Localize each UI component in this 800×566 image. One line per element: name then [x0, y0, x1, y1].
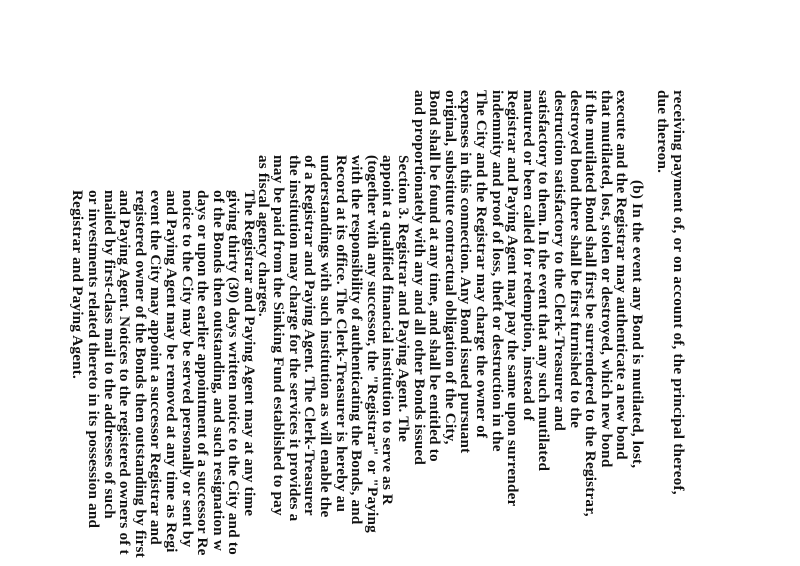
text-line: original, substitute contractual obligation of the City, — [441, 90, 459, 445]
text-line: event the City may appoint a successor Registrar and — [147, 190, 165, 545]
text-line: Bond shall be found at any time, and shall be entitled to — [426, 90, 444, 462]
text-line: of a Registrar and Paying Agent. The Clerk-Treasurer — [301, 155, 319, 516]
text-line: due thereon. — [654, 90, 672, 174]
text-line: The Registrar and Paying Agent may at any time — [241, 190, 258, 517]
text-line: of the Bonds then outstanding, and such resignation w — [209, 190, 227, 551]
text-line: matured or been called for redemption, instead of — [519, 90, 537, 421]
text-line: and Paying Agent. Notices to the registered owners of t — [116, 190, 134, 555]
text-line: satisfactory to them. In the event that any such mutilated — [535, 90, 553, 472]
text-line: with the responsibility of authenticating the Bonds, and — [348, 155, 366, 525]
text-line: destruction satisfactory to the Clerk-Treasurer and — [551, 90, 568, 432]
text-line: mailed by first-class mail to the addresses of such — [100, 190, 118, 519]
text-line: the institution may charge for the services it provides a — [285, 155, 303, 522]
text-line: The City and the Registrar may charge the owner of — [473, 90, 490, 439]
text-line: or investments related thereto in its possession and — [85, 190, 102, 529]
text-line: days or upon the earlier appointment of a successor Re — [194, 190, 212, 556]
text-line: that mutilated, lost, stolen or destroyed, which new bond — [597, 90, 615, 468]
text-line: destroyed bond there shall be first furnished to the — [566, 90, 584, 429]
text-line: appoint a qualified financial institution to serve as R — [379, 155, 397, 506]
text-line: notice to the City may be served personally or sent by — [178, 190, 196, 548]
text-line: if the mutilated Bond shall first be surrendered to the Registrar, — [582, 90, 600, 517]
text-line: Registrar and Paying Agent. — [69, 190, 87, 380]
text-line: (together with any successor, the "Registrar" or "Paying — [363, 155, 381, 533]
text-line: as fiscal agency charges. — [254, 155, 272, 317]
text-line: and Paying Agent may be removed at any time as Regi — [163, 190, 180, 553]
text-line: (b) In the event any Bond is mutilated, lost, — [629, 180, 646, 469]
text-line: Record at its office. The Clerk-Treasurer is hereby au — [332, 155, 350, 513]
text-line: may be paid from the Sinking Fund established to pay — [270, 155, 288, 516]
text-line: giving thirty (30) days written notice to the City and to — [225, 190, 243, 555]
text-line: understandings with such institution as will enable the — [317, 155, 334, 518]
text-line: execute and the Registrar may authenticate a new bond — [613, 90, 631, 460]
text-line: Registrar and Paying Agent may pay the same upon surrender — [504, 90, 522, 507]
text-line: and proportionately with any and all other Bonds issued — [410, 90, 428, 466]
text-line: registered owner of the Bonds then outstanding by first — [131, 190, 149, 558]
text-line: indemnity and proof of loss, theft or destruction in the — [488, 90, 506, 452]
text-line: expenses in this connection. Any Bond issued pursuant — [457, 90, 475, 454]
text-line: receiving payment of, or on account of, the principal thereof, — [670, 90, 687, 495]
text-line: Section 3. Registrar and Paying Agent. The — [395, 155, 412, 443]
